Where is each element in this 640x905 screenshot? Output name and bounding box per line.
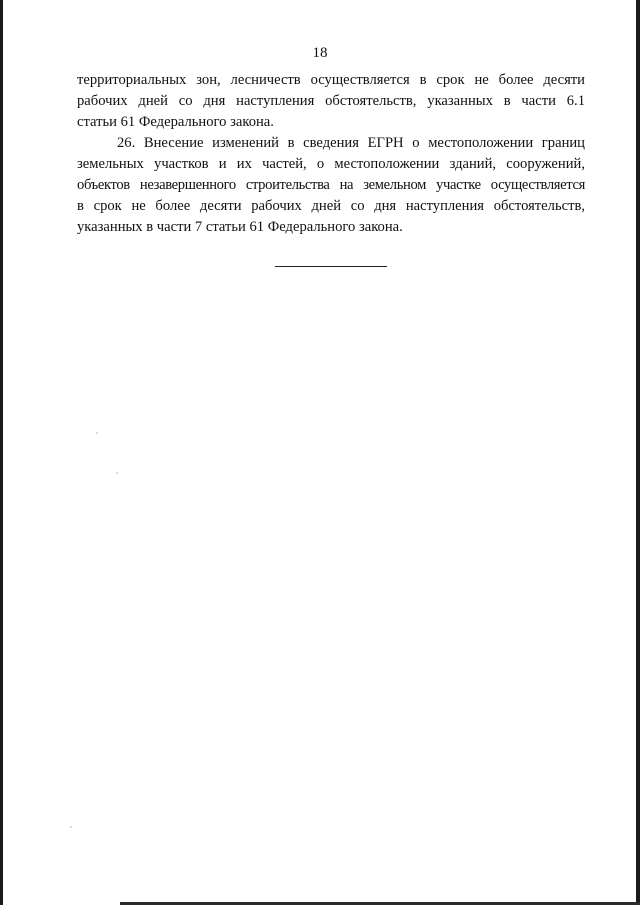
text-line: объектов незавершенного строительства на земельном участке осуществляется	[77, 177, 585, 193]
scan-speck	[70, 826, 72, 828]
text-line: земельных участков и их частей, о местоположении зданий, сооружений,	[77, 156, 585, 172]
end-divider-line	[275, 266, 387, 267]
scan-edge-left	[0, 0, 3, 905]
scan-edge-right	[636, 0, 640, 905]
page-number: 18	[312, 45, 328, 61]
text-line: рабочих дней со дня наступления обстоятельств, указанных в части 6.1	[77, 93, 585, 109]
text-line: в срок не более десяти рабочих дней со дня наступления обстоятельств,	[77, 198, 585, 214]
continuation-paragraph	[77, 70, 585, 133]
text-line: статьи 61 Федерального закона.	[77, 114, 274, 130]
text-line: указанных в части 7 статьи 61 Федерального закона.	[77, 219, 403, 235]
body-text	[77, 70, 585, 238]
scan-speck	[116, 472, 118, 474]
scan-speck	[96, 432, 98, 434]
paragraph-26	[77, 133, 585, 238]
text-line: 26. Внесение изменений в сведения ЕГРН о местоположении границ	[117, 135, 585, 151]
text-line: территориальных зон, лесничеств осуществляется в срок не более десяти	[77, 72, 585, 88]
